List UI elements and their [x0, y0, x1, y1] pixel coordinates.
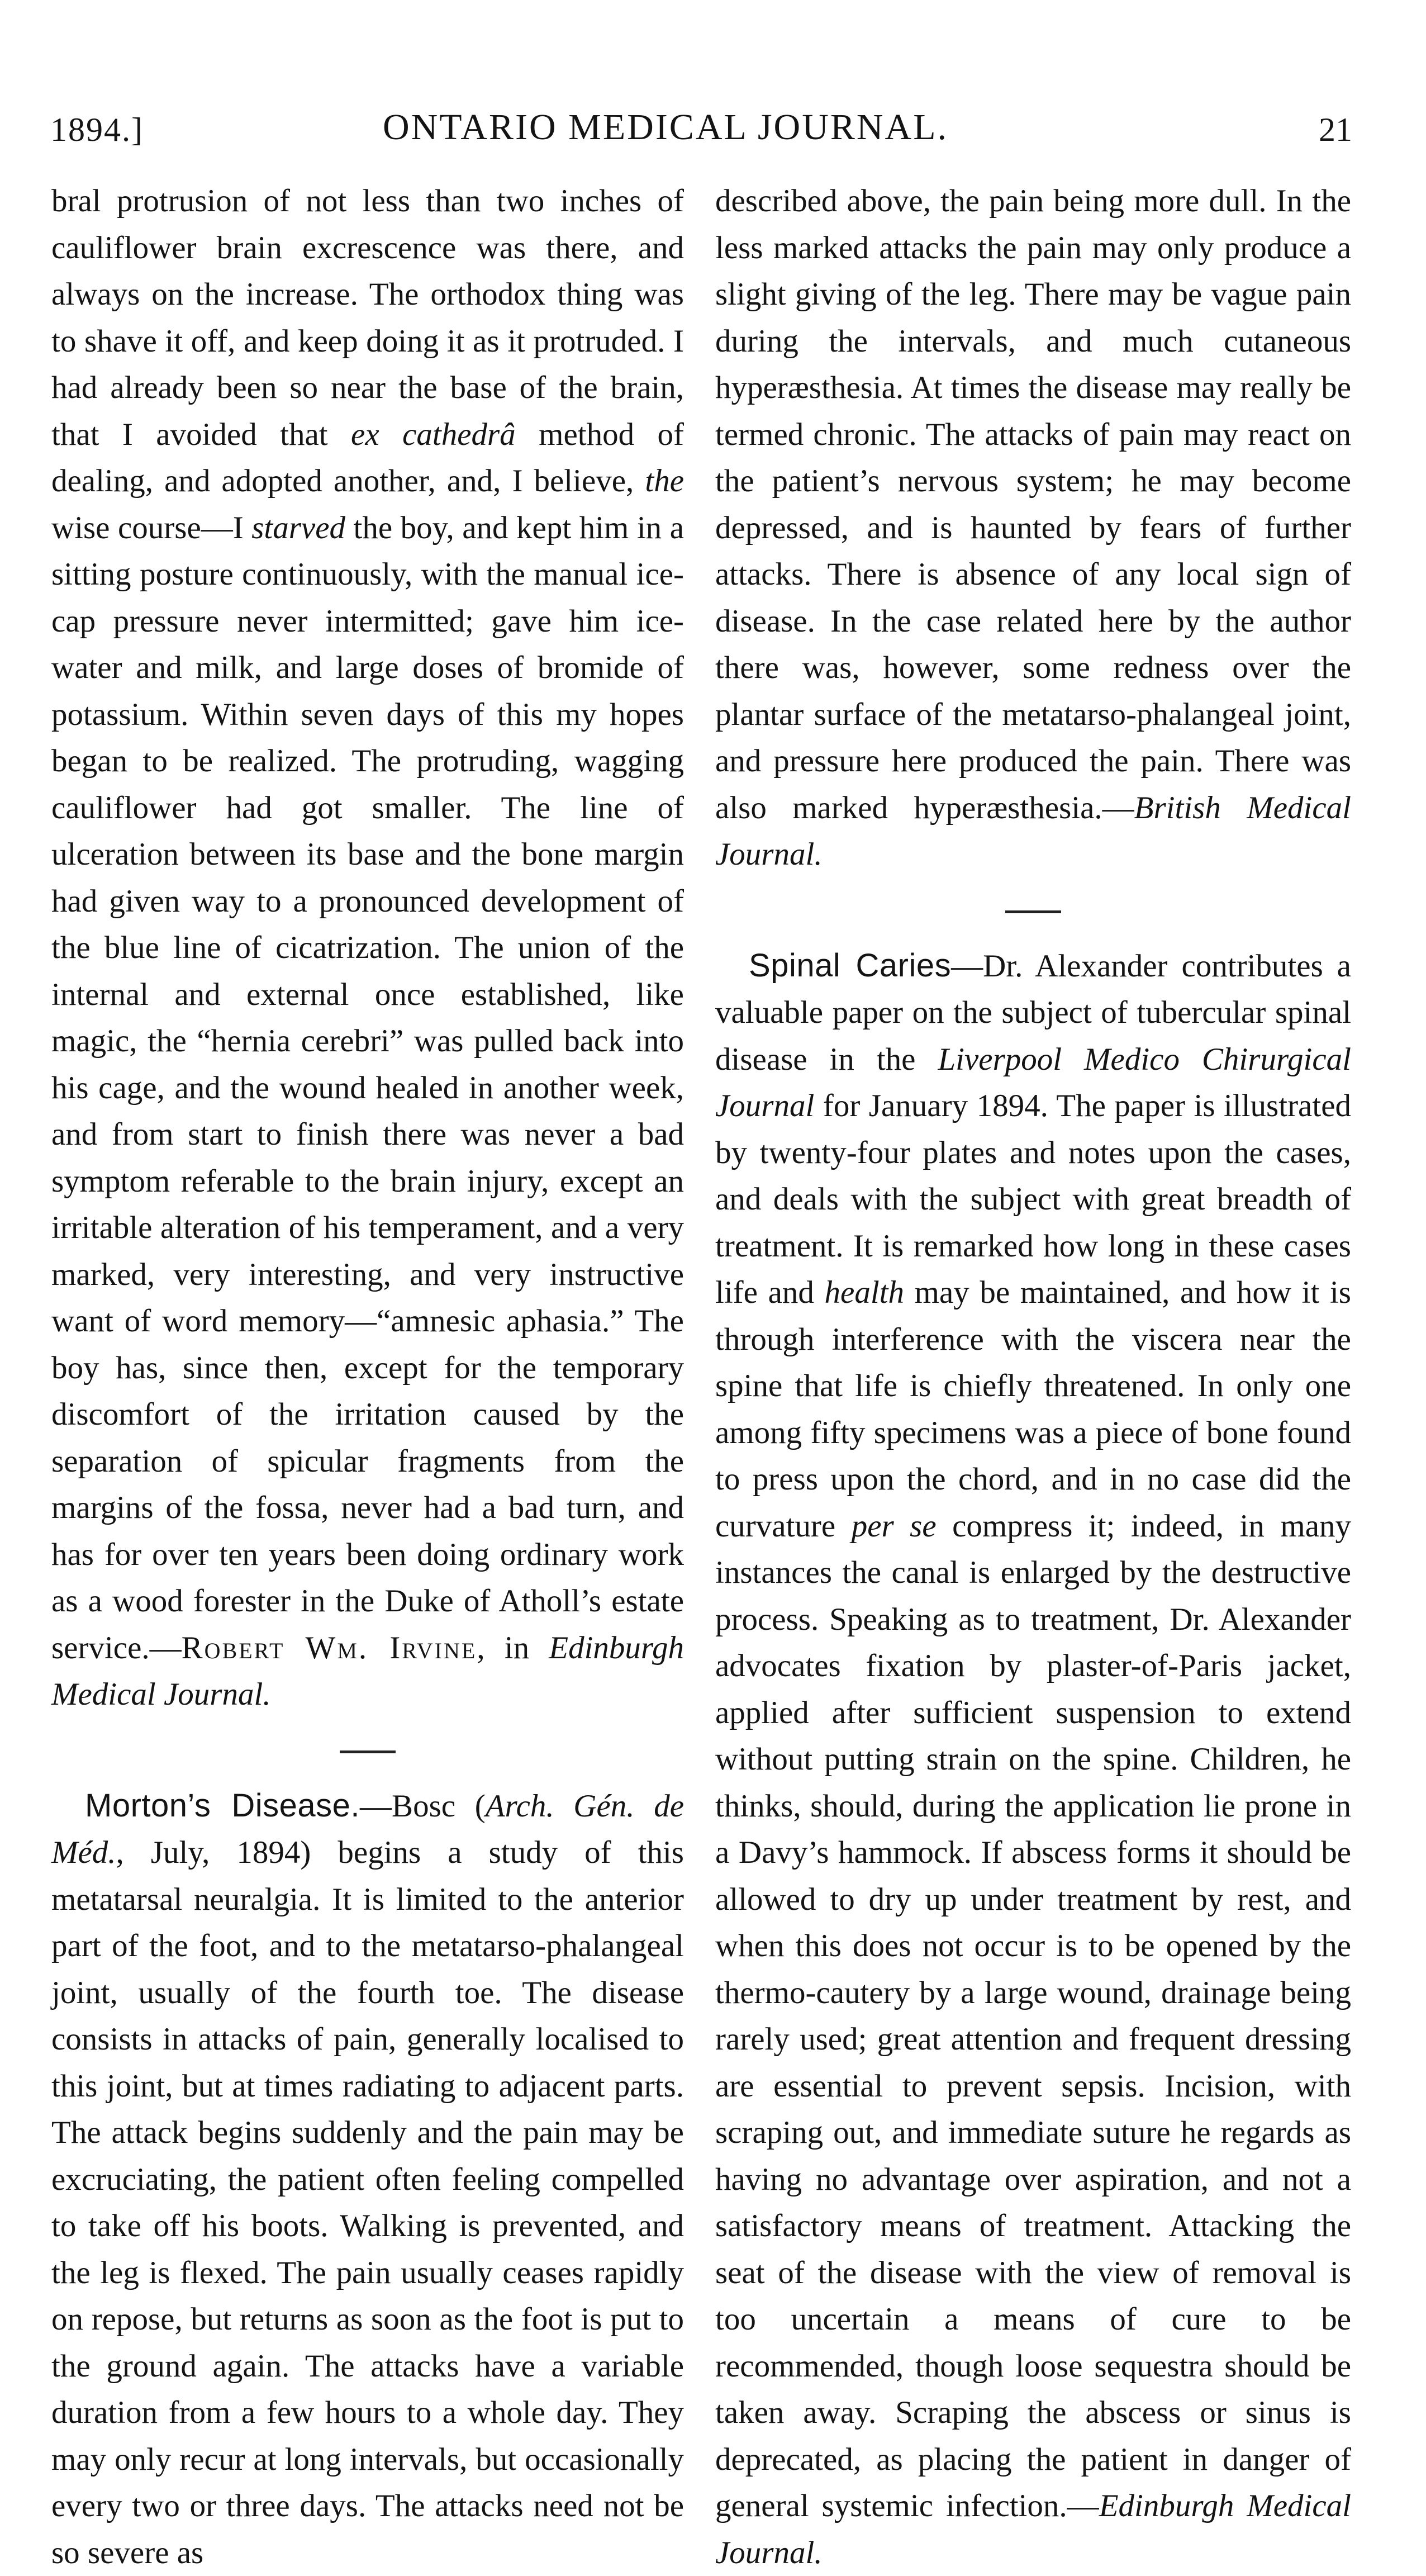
text-run: wise course—I — [51, 510, 251, 545]
italic-citation: Liverpool Medico Chirurgical Journal — [715, 1042, 1351, 1124]
text-run: —Bosc ( — [360, 1789, 486, 1824]
left-column — [51, 178, 684, 2576]
italic-citation: Edinburgh Medical Journal. — [51, 1630, 684, 1712]
text-run: for January 1894. The paper is illustrated by twenty-four plates and notes upon the cases, and deals with the subject with great breadth of treatment. It is remarked how long in these cases life and — [715, 1088, 1351, 1310]
article-body — [51, 1789, 684, 2570]
text-run: method of dealing, and adopted another, and, I believe, — [51, 417, 684, 499]
right-column — [715, 178, 1351, 2576]
article-body — [715, 948, 1351, 2570]
article-title: Morton’s Disease. — [85, 1787, 360, 1824]
continued-paragraph — [715, 178, 1351, 878]
text-run: the boy, and kept him in a sitting posture continuously, with the manual ice-cap pressure never intermitted; gave him ice-water and milk, and large doses of bromide of potassium. Within seven days of this my hopes began to be realized. The protruding, wagging cauliflower had got smaller. The line of ulceration between its base and the bone margin had given way to a pronounced development of the blue line of cicatrization. The union of the internal and external once established, like magic, the “hernia cerebri” was pulled back into his cage, and the wound healed in another week, and from start to finish there was never a bad symptom referable to the brain injury, except an irritable alteration of his temperament, and a very marked, very interesting, and very instructive want of word memory—“amnesic aphasia.” The boy has, since then, except for the temporary discomfort of the irritation caused by the separation of spicular fragments from the margins of the fossa, never had a bad turn, and has for over ten years been doing ordinary work as a wood forester in the Duke of Atholl’s estate service.— — [51, 510, 684, 1666]
header-year: 1894.] — [50, 111, 144, 149]
running-header — [0, 94, 1426, 155]
text-run: bral protrusion of not less than two inches of cauliflower brain excrescence was there, and always on the increase. The orthodox thing was to shave it off, and keep doing it as it protruded. I had already been so near the base of the brain, that I avoided that — [51, 183, 684, 452]
text-run: —Dr. Alexander contributes a valuable paper on the subject of tubercular spinal disease in the — [715, 948, 1351, 1077]
italic-citation: per se — [852, 1508, 937, 1544]
section-divider — [340, 1750, 396, 1753]
journal-title-text: ONTARIO MEDICAL JOURNAL. — [383, 107, 948, 148]
text-run: , July, 1894) begins a study of this metatarsal neuralgia. It is limited to the anterior part of the foot, and to the metatarso-phalangeal joint, usually of the fourth toe. The disease consists in attacks of pain, generally localised to this joint, but at times radiating to adjacent parts. The attack begins suddenly and the pain may be excruciating, the patient often feeling compelled to take off his boots. Walking is prevented, and the leg is flexed. The pain usually ceases rapidly on repose, but returns as soon as the foot is put to the ground again. The attacks have a variable duration from a few hours to a whole day. They may only recur at long intervals, but occasionally every two or three days. The attacks need not be so severe as — [51, 1835, 684, 2570]
text-run: , in — [477, 1630, 549, 1666]
section-divider — [1005, 910, 1061, 913]
journal-title — [0, 106, 1426, 149]
text-run: may be maintained, and how it is through interference with the viscera near the spine that life is chiefly threatened. In only one among fifty specimens was a piece of bone found to press upon the chord, and in no case did the curvature — [715, 1275, 1351, 1544]
article-title: Spinal Caries — [749, 947, 951, 984]
italic-citation: health — [825, 1275, 904, 1310]
continued-paragraph — [51, 178, 684, 1718]
italic-citation: starved — [251, 510, 345, 545]
text-run: described above, the pain being more dull. In the less marked attacks the pain may only produce a slight giving of the leg. There may be vague pain during the intervals, and much cutaneous hyperæsthesia. At times the disease may really be termed chronic. The attacks of pain may react on the patient’s nervous system; he may become depressed, and is haunted by fears of further attacks. There is absence of any local sign of disease. In the case related here by the author there was, however, some redness over the plantar surface of the metatarso-phalangeal joint, and pressure here produced the pain. There was also marked hyperæsthesia.— — [715, 183, 1351, 826]
author-name: Robert Wm. Irvine — [182, 1630, 477, 1666]
italic-citation: Arch. Gén. de Méd. — [51, 1789, 684, 1871]
italic-citation: the — [645, 463, 684, 499]
italic-citation: British Medical Journal. — [715, 790, 1351, 872]
article-mortons-disease — [51, 1782, 684, 2576]
italic-citation: Edinburgh Medical Journal. — [715, 2488, 1351, 2570]
italic-citation: ex cathedrâ — [351, 417, 516, 452]
article-spinal-caries — [715, 942, 1351, 2576]
page-number: 21 — [1319, 111, 1352, 149]
text-run: compress it; indeed, in many instances the canal is enlarged by the destructive process. Speaking as to treatment, Dr. Alexander advocates fixation by plaster-of-Paris jacket, applied after sufficient suspension to extend without putting strain on the spine. Children, he thinks, should, during the application lie prone in a Davy’s hammock. If abscess forms it should be allowed to dry up under treatment by rest, and when this does not occur is to be opened by the thermo-cautery by a large wound, drainage being rarely used; great attention and frequent dressing are essential to prevent sepsis. Incision, with scraping out, and immediate suture he regards as having no advantage over aspiration, and not a satisfactory means of treatment. Attacking the seat of the disease with the view of removal is too uncertain a means of cure to be recommended, though loose sequestra should be taken away. Scraping the abscess or sinus is deprecated, as placing the patient in danger of general systemic infection.— — [715, 1508, 1351, 2524]
